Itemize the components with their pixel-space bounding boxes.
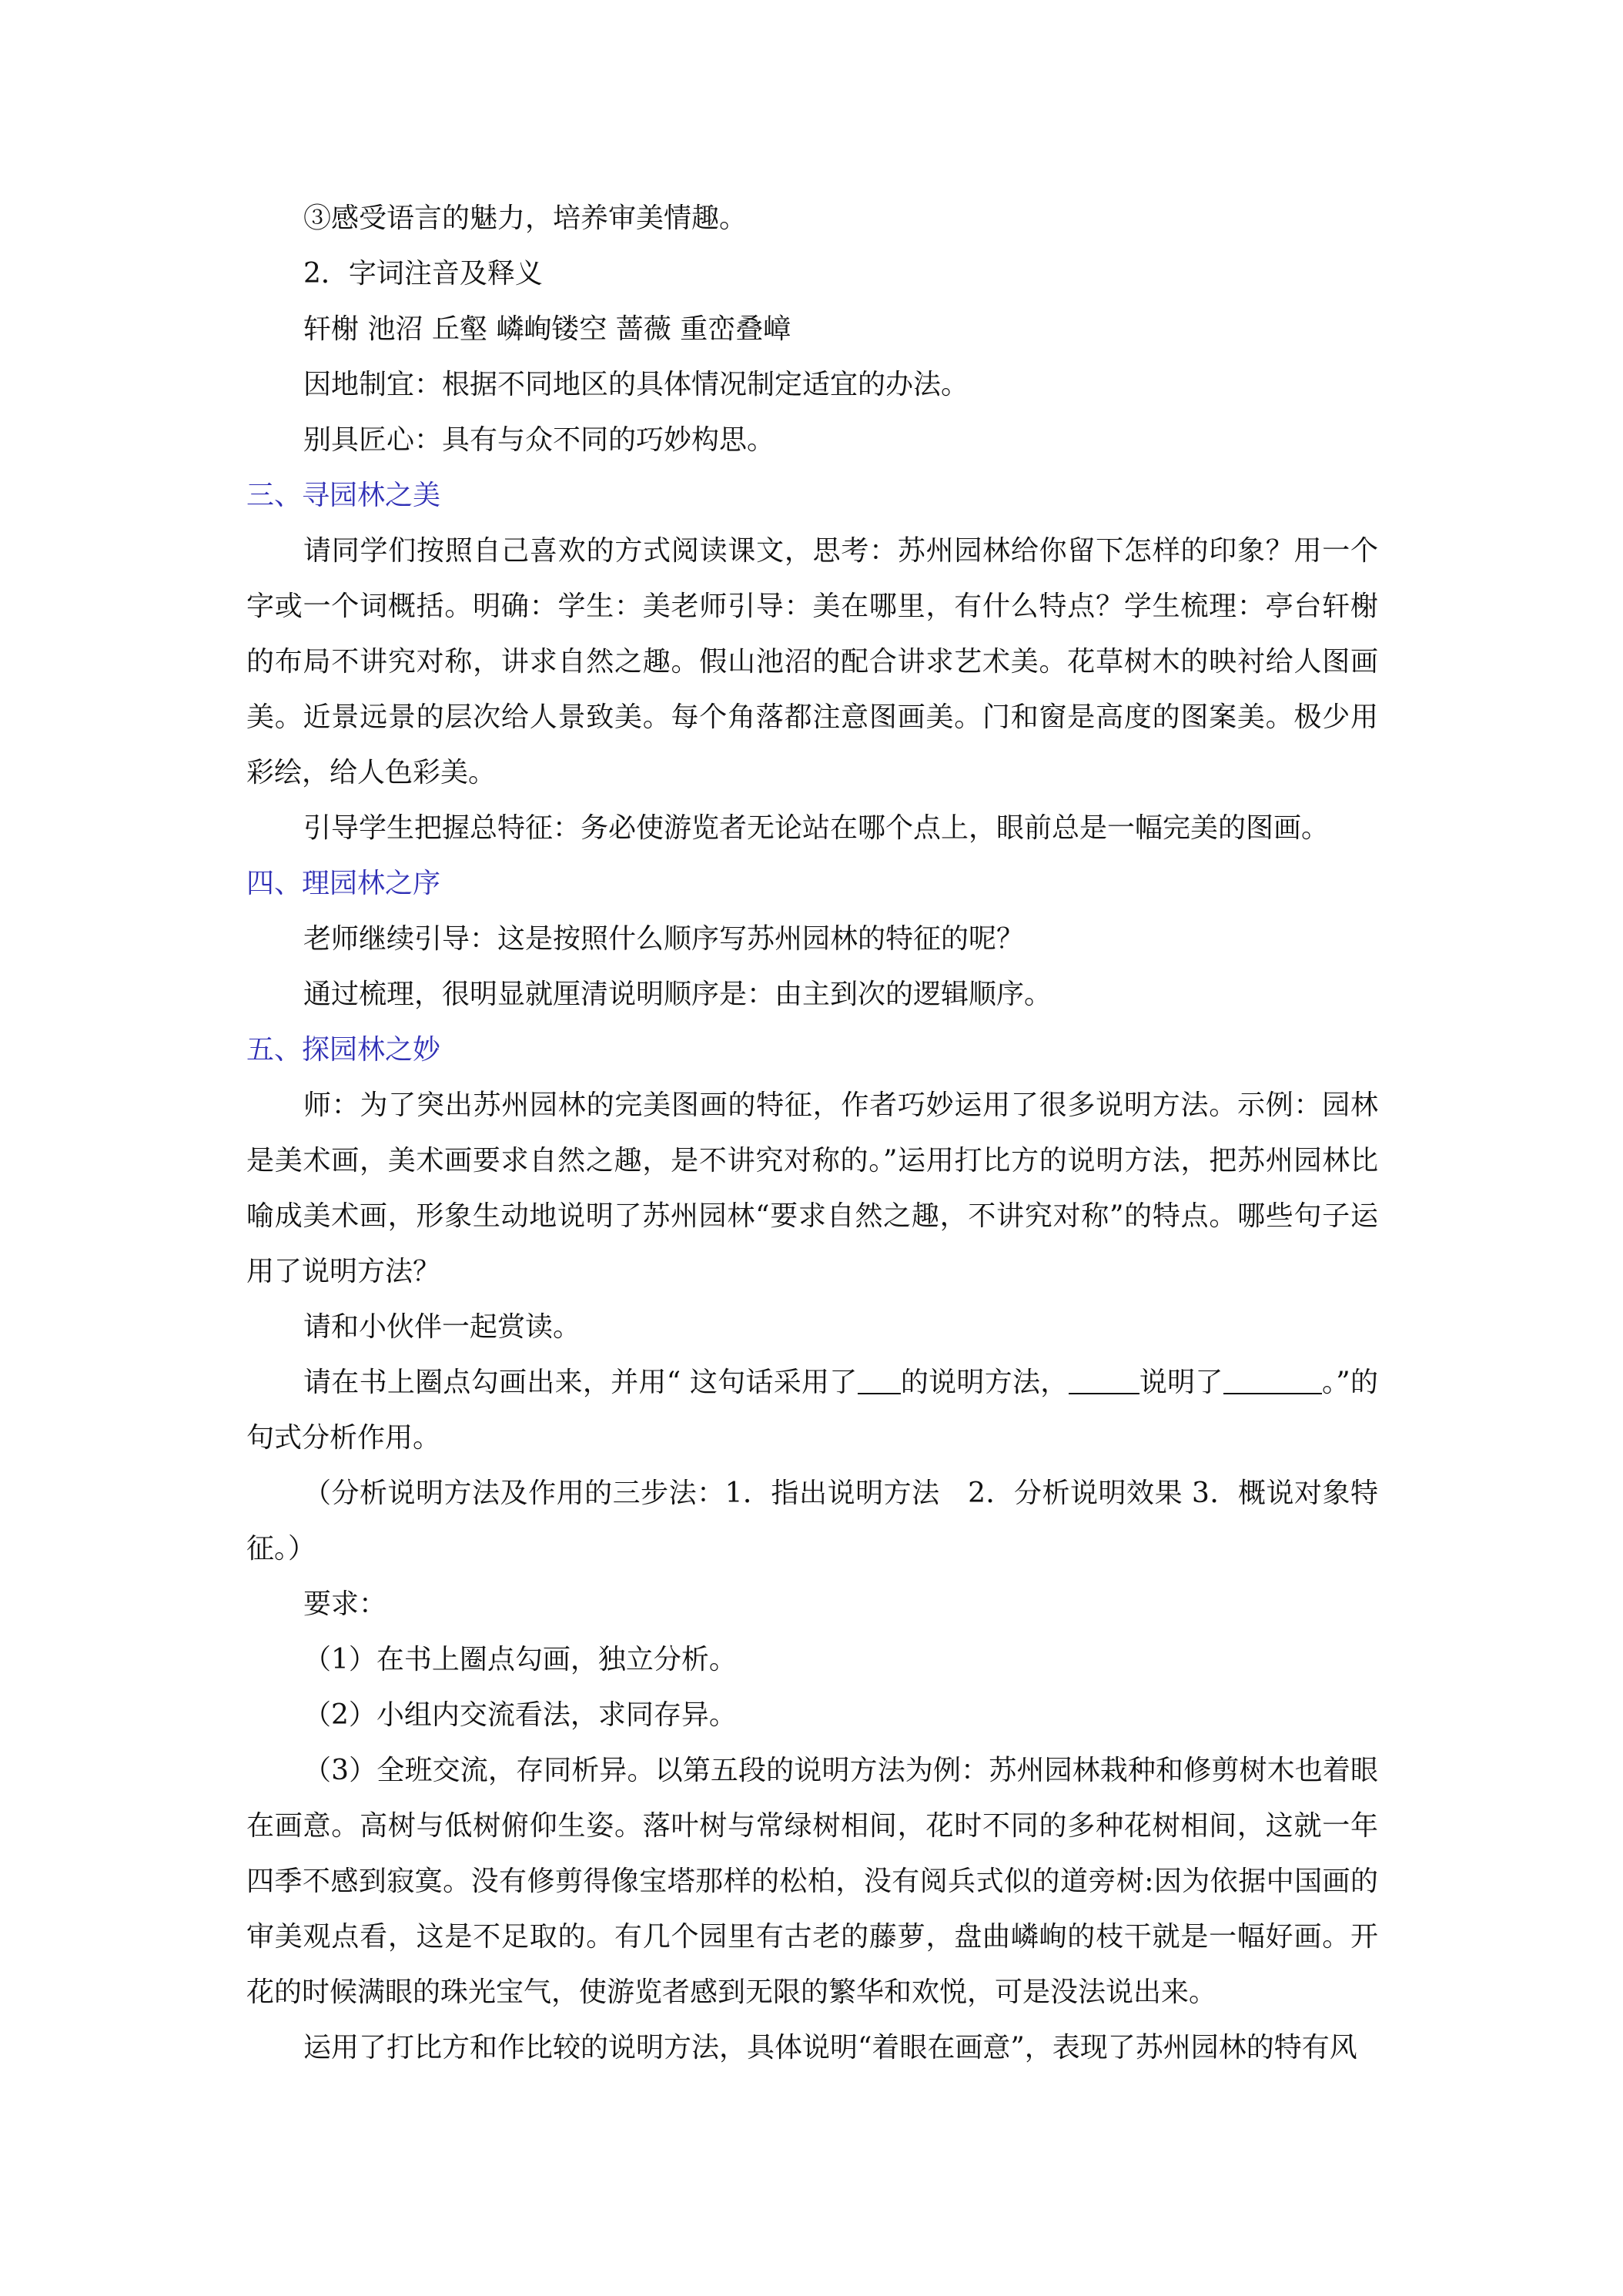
- heading-section-3: 三、寻园林之美: [246, 480, 441, 511]
- fill-blank: [1069, 1370, 1139, 1394]
- fill-blank: [1223, 1370, 1322, 1394]
- paragraph: 运用了打比方和作比较的说明方法，具体说明“着眼在画意”，表现了苏州园林的特有风: [303, 2032, 1357, 2063]
- fill-blank: [858, 1370, 901, 1394]
- paragraph: 引导学生把握总特征：务必使游览者无论站在哪个点上，眼前总是一幅完美的图画。: [303, 812, 1330, 844]
- section-subtitle: 2．字词注音及释义: [303, 258, 543, 290]
- requirement-item: （3）全班交流，存同析异。以第五段的说明方法为例：苏州园林栽种和修剪树木也着眼在画意。高树与低树俯仰生姿。落叶树与常绿树相间，花时不同的多种花树相间，这就一年四季不感到寂寞。没有修剪得像宝塔那样的松柏，没有阅兵式似的道旁树:因为依据中国画的审美观点看，这是不足取的。有几个园里有古老的藤萝，盘曲嶙峋的枝干就是一幅好画。开花的时候满眼的珠光宝气，使游览者感到无限的繁华和欢悦，可是没法说出来。: [246, 1755, 1378, 2008]
- fill-text: 说明了: [1139, 1367, 1223, 1398]
- paragraph: 请同学们按照自己喜欢的方式阅读课文，思考：苏州园林给你留下怎样的印象？用一个字或一个词概括。明确：学生：美老师引导：美在哪里，有什么特点？学生梳理：亭台轩榭的布局不讲究对称，讲求自然之趣。假山池沼的配合讲求艺术美。花草树木的映衬给人图画美。近景远景的层次给人景致美。每个角落都注意图画美。门和窗是高度的图案美。极少用彩绘，给人色彩美。: [246, 535, 1378, 788]
- fill-text: 请在书上圈点勾画出来，并用“ 这句话采用了: [303, 1367, 858, 1398]
- document-page: [246, 191, 1378, 2076]
- fill-text: 。”的句式分析作用。: [246, 1367, 1378, 1454]
- paragraph: 师：为了突出苏州园林的完美图画的特征，作者巧妙运用了很多说明方法。示例：园林是美术画，美术画要求自然之趣，是不讲究对称的。”运用打比方的说明方法，把苏州园林比喻成美术画，形象生动地说明了苏州园林“要求自然之趣，不讲究对称”的特点。哪些句子运用了说明方法？: [246, 1089, 1378, 1287]
- requirement-item: （2）小组内交流看法，求同存异。: [303, 1699, 737, 1731]
- definition-line: 别具匠心：具有与众不同的巧妙构思。: [303, 424, 775, 456]
- paragraph: （分析说明方法及作用的三步法：1．指出说明方法 2．分析说明效果 3．概说对象特征。）: [246, 1478, 1378, 1565]
- heading-section-4: 四、理园林之序: [246, 868, 441, 899]
- requirement-item: （1）在书上圈点勾画，独立分析。: [303, 1644, 737, 1675]
- fill-in-sentence: [246, 1355, 1378, 1466]
- paragraph: 通过梳理，很明显就厘清说明顺序是：由主到次的逻辑顺序。: [303, 979, 1052, 1010]
- paragraph: 老师继续引导：这是按照什么顺序写苏州园林的特征的呢？: [303, 923, 1025, 955]
- definition-line: 因地制宜：根据不同地区的具体情况制定适宜的办法。: [303, 369, 969, 400]
- vocabulary-list: 轩榭 池沼 丘壑 嶙峋镂空 蔷薇 重峦叠嶂: [303, 313, 791, 345]
- paragraph: 要求：: [303, 1588, 387, 1620]
- paragraph: 请和小伙伴一起赏读。: [303, 1311, 581, 1343]
- fill-text: 的说明方法，: [900, 1367, 1069, 1398]
- objective-line: ③感受语言的魅力，培养审美情趣。: [303, 202, 748, 234]
- heading-section-5: 五、探园林之妙: [246, 1034, 441, 1066]
